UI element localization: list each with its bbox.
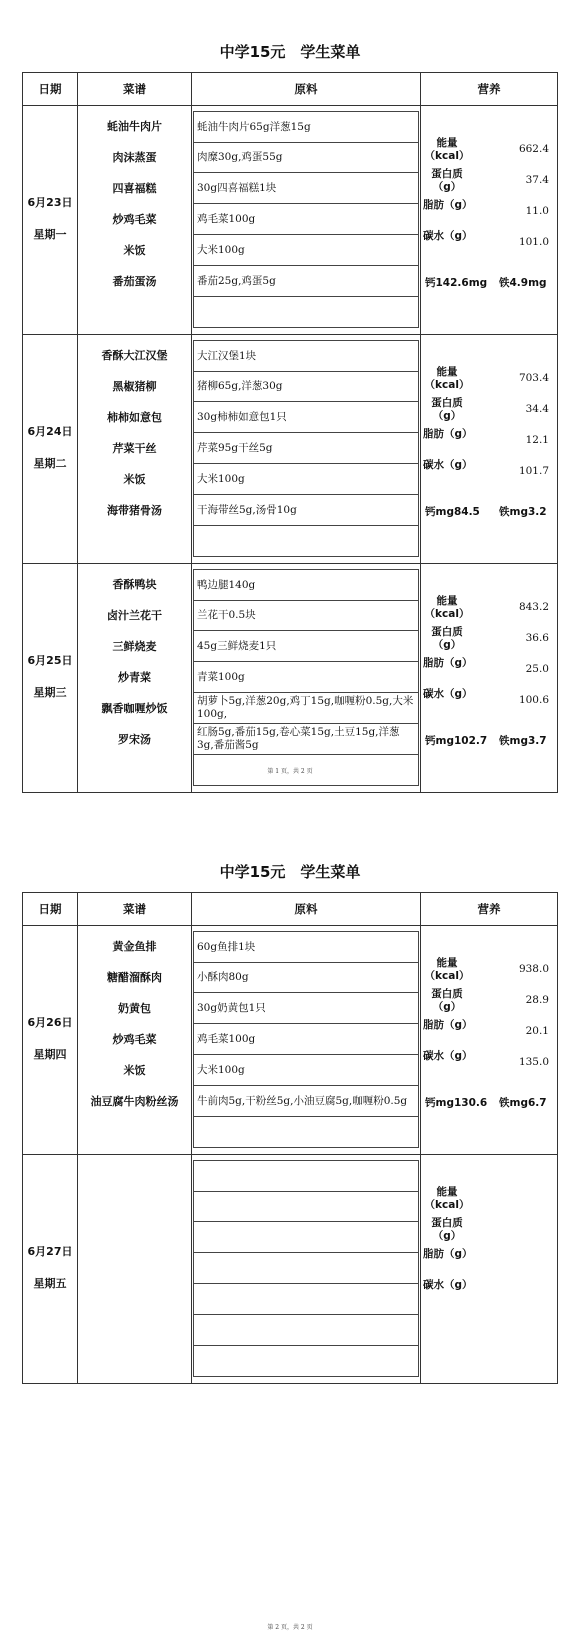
ingredient-cell: 30g四喜福糕1块 (193, 173, 419, 204)
day-date: 6月23日 (27, 196, 73, 209)
dish-name: 炒鸡毛菜 (112, 213, 157, 226)
nutrition-label: 蛋白质（g） (431, 168, 463, 193)
dish-name (78, 1315, 191, 1346)
nutrition-value: 12.1 (525, 434, 549, 446)
calcium-value: 钙mg84.5 (425, 506, 480, 518)
table-header (23, 73, 557, 106)
ingredient-cell: 60g鱼排1块 (193, 931, 419, 963)
day-block (23, 335, 557, 564)
day-block (23, 106, 557, 335)
mineral-row (425, 1324, 557, 1338)
dish-name (78, 1253, 191, 1284)
menu-table (22, 892, 558, 1384)
column-divider (420, 926, 421, 1154)
header-date: 日期 (38, 902, 62, 916)
nutrition-block (423, 137, 557, 277)
mineral-row (425, 275, 557, 289)
column-divider (191, 1155, 192, 1383)
column-divider (77, 893, 78, 925)
day-date-cell (23, 652, 77, 704)
ingredient-cell: 牛前肉5g,干粉丝5g,小油豆腐5g,咖喱粉0.5g (193, 1086, 419, 1117)
nutrition-block (423, 366, 557, 506)
calcium-value: 钙mg102.7 (425, 735, 488, 747)
dish-name: 油豆腐牛肉粉丝汤 (90, 1095, 179, 1108)
calcium-value: 钙mg130.6 (425, 1097, 488, 1109)
nutrition-label: 能量（kcal） (424, 957, 470, 982)
nutrition-value: 20.1 (525, 1025, 549, 1037)
ingredient-cell: 鸭边腿140g (193, 569, 419, 601)
nutrition-block (423, 595, 557, 735)
ingredient-cell (193, 1222, 419, 1253)
dish-name: 四喜福糕 (112, 182, 157, 195)
header-nutrition: 营养 (477, 82, 501, 96)
day-weekday: 星期三 (33, 686, 67, 699)
day-date: 6月27日 (27, 1245, 73, 1258)
header-nutrition: 营养 (477, 902, 501, 916)
dish-name (78, 1284, 191, 1315)
nutrition-value: 100.6 (518, 694, 549, 706)
nutrition-value: 843.2 (518, 601, 549, 613)
dish-name: 柿柿如意包 (107, 411, 162, 424)
nutrition-value: 34.4 (525, 403, 549, 415)
nutrition-label: 碳水（g） (423, 1050, 473, 1062)
ingredient-cell (193, 526, 419, 557)
ingredient-cell: 大米100g (193, 1055, 419, 1086)
menu-title: 中学15元 学生菜单 (219, 43, 361, 61)
column-divider (191, 73, 192, 105)
day-date-cell (23, 1014, 77, 1066)
column-divider (191, 926, 192, 1154)
column-divider (420, 335, 421, 563)
ingredient-cell: 小酥肉80g (193, 962, 419, 993)
header-ingredients: 原料 (294, 902, 318, 916)
dish-name: 飘香咖喱炒饭 (101, 702, 168, 715)
day-weekday: 星期二 (33, 457, 67, 470)
ingredient-cell: 青菜100g (193, 662, 419, 693)
ingredient-cell: 干海带丝5g,汤骨10g (193, 495, 419, 526)
nutrition-block (423, 957, 557, 1097)
nutrition-label: 碳水（g） (423, 459, 473, 471)
ingredient-cell: 大米100g (193, 235, 419, 266)
dish-name (78, 1191, 191, 1222)
ingredient-cell: 胡萝卜5g,洋葱20g,鸡丁15g,咖喱粉0.5g,大米100g, (193, 693, 419, 724)
dish-name: 米饭 (123, 473, 146, 486)
column-divider (420, 73, 421, 105)
column-divider (420, 106, 421, 334)
menu-page-2 (0, 820, 580, 1640)
dish-name: 黄金鱼排 (112, 940, 157, 953)
nutrition-label: 碳水（g） (423, 1279, 473, 1291)
iron-value: 铁mg3.7 (499, 735, 547, 747)
day-weekday: 星期四 (33, 1048, 67, 1061)
day-block (23, 564, 557, 792)
nutrition-label: 能量（kcal） (424, 137, 470, 162)
nutrition-value: 938.0 (518, 963, 549, 975)
nutrition-value: 25.0 (525, 663, 549, 675)
ingredient-cell: 30g柿柿如意包1只 (193, 402, 419, 433)
nutrition-label: 能量（kcal） (424, 595, 470, 620)
nutrition-value: 662.4 (518, 143, 549, 155)
iron-value: 铁mg3.2 (499, 506, 547, 518)
nutrition-value: 135.0 (518, 1056, 549, 1068)
ingredient-cell: 大江汉堡1块 (193, 340, 419, 372)
nutrition-value: 36.6 (525, 632, 549, 644)
nutrition-value: 101.0 (518, 236, 549, 248)
nutrition-label: 脂肪（g） (423, 1248, 473, 1260)
mineral-row (425, 1095, 557, 1109)
header-date: 日期 (38, 82, 62, 96)
dish-name (78, 1222, 191, 1253)
ingredient-cell (193, 1315, 419, 1346)
column-divider (420, 564, 421, 792)
ingredient-cell: 番茄25g,鸡蛋5g (193, 266, 419, 297)
nutrition-value: 703.4 (518, 372, 549, 384)
mineral-row (425, 733, 557, 747)
column-divider (191, 564, 192, 792)
nutrition-label: 蛋白质（g） (431, 1217, 463, 1242)
day-block (23, 1155, 557, 1383)
nutrition-block (423, 1186, 557, 1326)
nutrition-value: 11.0 (525, 205, 549, 217)
nutrition-label: 蛋白质（g） (431, 397, 463, 422)
column-divider (420, 893, 421, 925)
day-date: 6月26日 (27, 1016, 73, 1029)
ingredient-cell: 猪柳65g,洋葱30g (193, 371, 419, 402)
ingredient-cell (193, 1253, 419, 1284)
column-divider (191, 893, 192, 925)
day-date-cell (23, 194, 77, 246)
column-divider (420, 1155, 421, 1383)
dish-name: 海带猪骨汤 (107, 504, 162, 517)
dish-name: 香酥鸭块 (112, 578, 157, 591)
mineral-row (425, 504, 557, 518)
nutrition-value: 101.7 (518, 465, 549, 477)
table-header (23, 893, 557, 926)
nutrition-label: 脂肪（g） (423, 1019, 473, 1031)
ingredient-cell (193, 1191, 419, 1222)
nutrition-label: 脂肪（g） (423, 657, 473, 669)
ingredient-cell: 芹菜95g干丝5g (193, 433, 419, 464)
dish-name: 米饭 (123, 1064, 146, 1077)
nutrition-label: 能量（kcal） (424, 1186, 470, 1211)
menu-table (22, 72, 558, 793)
column-divider (191, 106, 192, 334)
calcium-value: 钙142.6mg (425, 277, 488, 289)
ingredient-cell: 30g奶黄包1只 (193, 993, 419, 1024)
day-weekday: 星期一 (33, 228, 67, 241)
dish-name: 香酥大江汉堡 (101, 349, 168, 362)
header-ingredients: 原料 (294, 82, 318, 96)
nutrition-value: 28.9 (525, 994, 549, 1006)
iron-value: 铁4.9mg (499, 277, 547, 289)
page-footer: 第 2 页，共 2 页 (267, 1624, 313, 1631)
nutrition-label: 蛋白质（g） (431, 626, 463, 651)
dish-name: 芹菜干丝 (112, 442, 157, 455)
ingredient-cell: 鸡毛菜100g (193, 204, 419, 235)
dish-name: 奶黄包 (118, 1002, 151, 1015)
day-date-cell (23, 1243, 77, 1295)
ingredient-cell: 大米100g (193, 464, 419, 495)
menu-title: 中学15元 学生菜单 (219, 863, 361, 881)
ingredient-cell: 45g三鲜烧麦1只 (193, 631, 419, 662)
ingredient-cell (193, 1284, 419, 1315)
nutrition-value: 37.4 (525, 174, 549, 186)
dish-name: 肉沫蒸蛋 (112, 151, 157, 164)
nutrition-label: 脂肪（g） (423, 428, 473, 440)
dish-name: 炒鸡毛菜 (112, 1033, 157, 1046)
nutrition-label: 碳水（g） (423, 230, 473, 242)
nutrition-label: 脂肪（g） (423, 199, 473, 211)
day-date: 6月24日 (27, 425, 73, 438)
column-divider (77, 73, 78, 105)
ingredient-cell (193, 297, 419, 328)
day-date: 6月25日 (27, 654, 73, 667)
dish-name: 番茄蛋汤 (112, 275, 157, 288)
ingredient-cell (193, 1117, 419, 1148)
dish-name: 罗宋汤 (118, 733, 151, 746)
ingredient-cell: 蚝油牛肉片65g洋葱15g (193, 111, 419, 143)
day-weekday: 星期五 (33, 1277, 67, 1290)
ingredient-cell (193, 1160, 419, 1192)
dish-name: 卤汁兰花干 (107, 609, 162, 622)
nutrition-label: 碳水（g） (423, 688, 473, 700)
page-footer: 第 1 页，共 2 页 (267, 768, 313, 775)
day-date-cell (23, 423, 77, 475)
nutrition-label: 能量（kcal） (424, 366, 470, 391)
day-block (23, 926, 557, 1155)
dish-name: 三鲜烧麦 (112, 640, 157, 653)
ingredient-cell (193, 1346, 419, 1377)
ingredient-cell: 兰花干0.5块 (193, 600, 419, 631)
header-dish: 菜谱 (123, 82, 146, 96)
header-dish: 菜谱 (123, 902, 146, 916)
dish-name: 黑椒猪柳 (112, 380, 157, 393)
ingredient-cell: 肉糜30g,鸡蛋55g (193, 142, 419, 173)
iron-value: 铁mg6.7 (499, 1097, 547, 1109)
dish-name: 糖醋溜酥肉 (107, 971, 162, 984)
dish-name: 炒青菜 (118, 671, 151, 684)
nutrition-label: 蛋白质（g） (431, 988, 463, 1013)
dish-name (78, 1160, 191, 1191)
ingredient-cell: 红肠5g,番茄15g,卷心菜15g,土豆15g,洋葱3g,番茄酱5g (193, 724, 419, 755)
column-divider (191, 335, 192, 563)
ingredient-cell: 鸡毛菜100g (193, 1024, 419, 1055)
dish-name: 米饭 (123, 244, 146, 257)
dish-name: 蚝油牛肉片 (107, 120, 162, 133)
